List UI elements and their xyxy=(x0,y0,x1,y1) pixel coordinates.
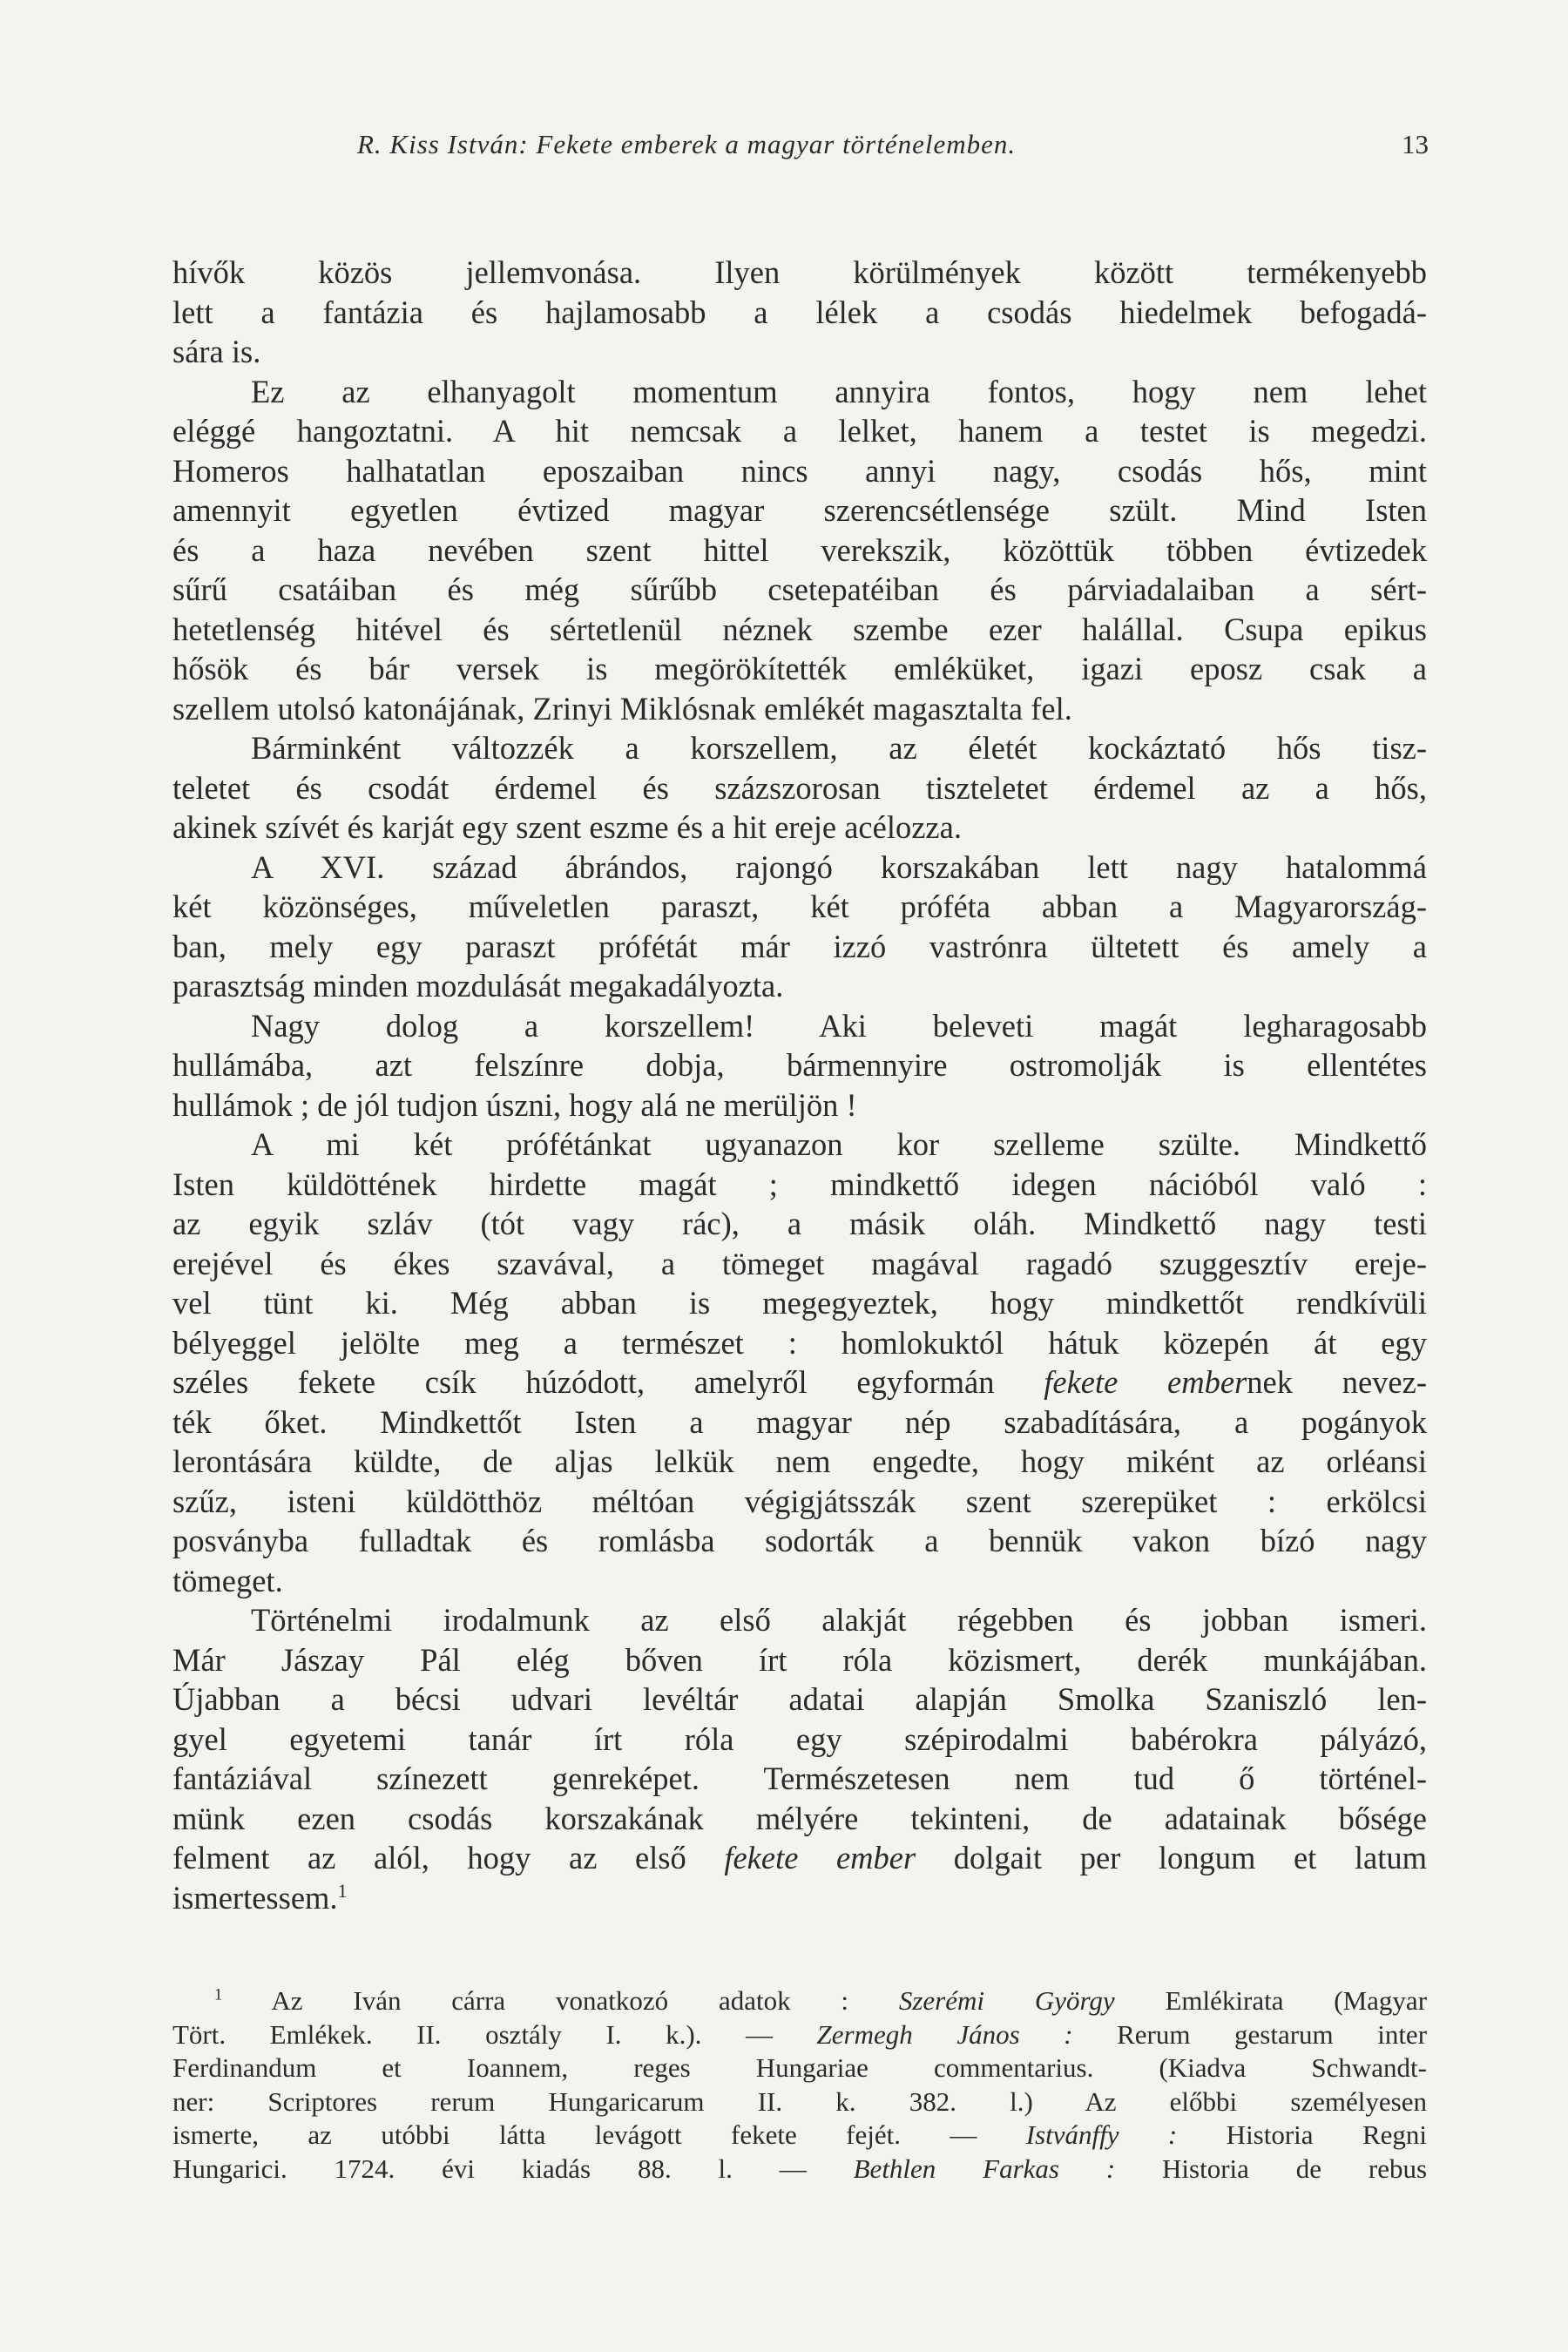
body-line xyxy=(172,887,1427,927)
footnote-reference[interactable]: 1 xyxy=(337,1879,348,1902)
body-line-text: szellem utolsó katonájának, Zrinyi Miklósnak emlékét magasztalta fel. xyxy=(172,690,1072,727)
body-line xyxy=(172,372,1427,412)
body-line xyxy=(172,293,1427,333)
footnote-line-text: Hungarici. 1724. évi kiadás 88. l. — xyxy=(172,2153,854,2184)
body-line-text: hullámok ; de jól tudjon úszni, hogy alá ne merüljön ! xyxy=(172,1086,857,1123)
body-line xyxy=(172,1799,1427,1839)
body-line-text: hívők közös jellemvonása. Ilyen körülmények között termékenyebb xyxy=(172,254,1427,290)
footnote-italic-phrase: Bethlen Farkas : xyxy=(853,2153,1116,2184)
body-line xyxy=(172,728,1427,768)
body-line xyxy=(172,927,1427,967)
body-line-text: lerontására küldte, de aljas lelkük nem engedte, hogy miként az orléansi xyxy=(172,1443,1427,1479)
body-line-text: ték őket. Mindkettőt Isten a magyar nép szabadítására, a pogányok xyxy=(172,1403,1427,1440)
footnote-line-text: Emlékirata (Magyar xyxy=(1114,1985,1427,2016)
body-line-text: az egyik szláv (tót vagy rác), a másik oláh. Mindkettő nagy testi xyxy=(172,1206,1427,1241)
body-line-text: münk ezen csodás korszakának mélyére tekinteni, de adatainak bősége xyxy=(172,1800,1427,1836)
body-line xyxy=(172,1561,1427,1601)
body-line-text: fantáziával színezett genreképet. Természetesen nem tud ő történel- xyxy=(172,1761,1427,1796)
body-line-text: Ez az elhanyagolt momentum annyira fontos, hogy nem lehet xyxy=(251,373,1427,409)
body-line xyxy=(172,649,1427,689)
body-line-text: vel tünt ki. Még abban is megegyeztek, hogy mindkettőt rendkívüli xyxy=(172,1285,1427,1321)
body-italic-phrase: fekete ember xyxy=(1044,1364,1247,1400)
body-line-text: tömeget. xyxy=(172,1562,283,1598)
body-line-text: sára is. xyxy=(172,334,261,369)
body-line xyxy=(172,411,1427,451)
body-line-text: Történelmi irodalmunk az első alakját régebben és jobban ismeri. xyxy=(251,1602,1427,1638)
footnote-line-text: Rerum gestarum inter xyxy=(1072,2018,1427,2050)
footnote-italic-phrase: Zermegh János : xyxy=(816,2018,1073,2050)
body-line-text: hősök és bár versek is megörökítették emléküket, igazi eposz csak a xyxy=(172,651,1427,686)
footnote-line-text: Az Iván cárra vonatkozó adatok : xyxy=(222,1985,899,2016)
body-line xyxy=(172,1125,1427,1165)
body-line xyxy=(172,808,1427,848)
body-line xyxy=(172,610,1427,650)
body-line-text: lett a fantázia és hajlamosabb a lélek a csodás hiedelmek befogadá- xyxy=(172,294,1427,330)
body-line-text: dolgait per longum et latum xyxy=(916,1840,1427,1876)
footnote-line xyxy=(172,2153,1427,2186)
body-line xyxy=(172,1006,1427,1046)
body-line xyxy=(172,1521,1427,1561)
body-line xyxy=(172,1085,1427,1125)
body-line xyxy=(172,1600,1427,1640)
body-line-text: amennyit egyetlen évtized magyar szerencsétlensége szült. Mind Isten xyxy=(172,492,1427,528)
body-line-text: erejével és ékes szavával, a tömeget magával ragadó szuggesztív ereje- xyxy=(172,1245,1427,1281)
footnote-italic-phrase: Istvánffy : xyxy=(1025,2119,1178,2150)
body-line-text: felment az alól, hogy az első xyxy=(172,1840,725,1876)
running-title: R. Kiss István: Fekete emberek a magyar történelemben. xyxy=(357,129,1017,159)
footnote-line-text: Ferdinandum et Ioannem, reges Hungariae commentarius. (Kiadva Schwandt- xyxy=(172,2052,1427,2083)
body-line-text: nek nevez- xyxy=(1247,1364,1427,1400)
body-line xyxy=(172,1720,1427,1760)
body-line xyxy=(172,1759,1427,1799)
body-line-text: parasztság minden mozdulását megakadályozta. xyxy=(172,968,784,1004)
body-line xyxy=(172,1402,1427,1443)
body-line xyxy=(172,1640,1427,1680)
body-line xyxy=(172,490,1427,531)
body-line xyxy=(172,1838,1427,1878)
body-line xyxy=(172,848,1427,888)
body-line-text: hetetlenség hitével és sértetlenül néznek szembe ezer halállal. Csupa epikus xyxy=(172,611,1427,647)
body-line-text: Homeros halhatatlan eposzaiban nincs annyi nagy, csodás hős, mint xyxy=(172,452,1427,489)
body-line-text: ban, mely egy paraszt prófétát már izzó vastrónra ültetett és amely a xyxy=(172,928,1427,964)
body-line-text: Már Jászay Pál elég bőven írt róla közismert, derék munkájában. xyxy=(172,1641,1427,1678)
body-line xyxy=(172,1680,1427,1720)
footnote-line xyxy=(172,2085,1427,2119)
body-line xyxy=(172,332,1427,372)
footnote-marker: 1 xyxy=(214,1985,223,2004)
page-number: 13 xyxy=(1402,129,1429,159)
running-head xyxy=(174,129,1429,171)
body-line xyxy=(172,570,1427,610)
footnote-italic-phrase: Szerémi György xyxy=(898,1985,1115,2016)
footnote-line-text: Historia de rebus xyxy=(1115,2153,1427,2184)
body-line-text: A mi két prófétánkat ugyanazon kor szelleme szülte. Mindkettő xyxy=(251,1126,1427,1162)
body-line-text: szűz, isteni küldötthöz méltóan végigjátsszák szent szerepüket : erkölcsi xyxy=(172,1483,1427,1519)
body-line xyxy=(172,689,1427,729)
footnote-line xyxy=(172,1984,1427,2018)
body-line xyxy=(172,1323,1427,1363)
body-italic-phrase: fekete ember xyxy=(724,1840,916,1876)
body-line-text: széles fekete csík húzódott, amelyről egyformán xyxy=(172,1364,1044,1400)
body-line-text: bélyeggel jelölte meg a természet : homlokuktól hátuk közepén át egy xyxy=(172,1324,1427,1361)
footnote-line-text: ismerte, az utóbbi látta levágott fekete fejét. — xyxy=(172,2119,1026,2150)
body-line xyxy=(172,1362,1427,1402)
body-line-text: Újabban a bécsi udvari levéltár adatai alapján Smolka Szaniszló len- xyxy=(172,1681,1427,1717)
body-line-text: akinek szívét és karját egy szent eszme és a hit ereje acélozza. xyxy=(172,809,962,845)
body-line-text: eléggé hangoztatni. A hit nemcsak a lelket, hanem a testet is megedzi. xyxy=(172,413,1427,449)
body-line xyxy=(172,451,1427,491)
body-line-text: A XVI. század ábrándos, rajongó korszakában lett nagy hatalommá xyxy=(251,848,1427,885)
body-line-text: posványba fulladtak és romlásba sodorták a bennük vakon bízó nagy xyxy=(172,1523,1427,1558)
body-line xyxy=(172,1482,1427,1522)
body-line-text: két közönséges, műveletlen paraszt, két próféta abban a Magyarország- xyxy=(172,889,1427,924)
body-line xyxy=(172,1165,1427,1205)
body-line xyxy=(172,1244,1427,1284)
body-line xyxy=(172,966,1427,1006)
footnote-line-text: Historia Regni xyxy=(1177,2119,1427,2150)
body-line xyxy=(172,1045,1427,1085)
body-line xyxy=(172,253,1427,293)
footnote-line xyxy=(172,2119,1427,2153)
body-line-text: Nagy dolog a korszellem! Aki beleveti magát legharagosabb xyxy=(251,1007,1427,1044)
body-line-text: sűrű csatáiban és még sűrűbb csetepatéiban és párviadalaiban a sért- xyxy=(172,571,1427,607)
body-line-text: Bárminként változzék a korszellem, az életét kockáztató hős tisz- xyxy=(251,730,1427,766)
body-line xyxy=(172,1283,1427,1323)
body-line-text: teletet és csodát érdemel és százszorosan tiszteletet érdemel az a hős, xyxy=(172,769,1427,806)
body-line xyxy=(172,531,1427,571)
body-line-text: és a haza nevében szent hittel verekszik, közöttük többen évtizedek xyxy=(172,531,1427,568)
footnote-line xyxy=(172,2051,1427,2085)
body-line xyxy=(172,1442,1427,1482)
body-line-text: gyel egyetemi tanár írt róla egy szépirodalmi babérokra pályázó, xyxy=(172,1720,1427,1757)
body-line xyxy=(172,1204,1427,1244)
body-line xyxy=(172,768,1427,808)
footnote-line xyxy=(172,2018,1427,2052)
footnotes xyxy=(172,1984,1427,2186)
footnote-line-text: ner: Scriptores rerum Hungaricarum II. k. 382. l.) Az előbbi személyesen xyxy=(172,2085,1427,2117)
body-line-text: Isten küldöttének hirdette magát ; mindkettő idegen nációból való : xyxy=(172,1166,1427,1202)
body-text xyxy=(172,253,1427,1917)
footnote-line-text: Tört. Emlékek. II. osztály I. k.). — xyxy=(172,2018,817,2050)
body-line-text: hullámába, azt felszínre dobja, bármennyire ostromolják is ellentétes xyxy=(172,1047,1427,1083)
body-line-text: ismertessem. xyxy=(172,1879,338,1916)
body-line xyxy=(172,1878,1427,1918)
